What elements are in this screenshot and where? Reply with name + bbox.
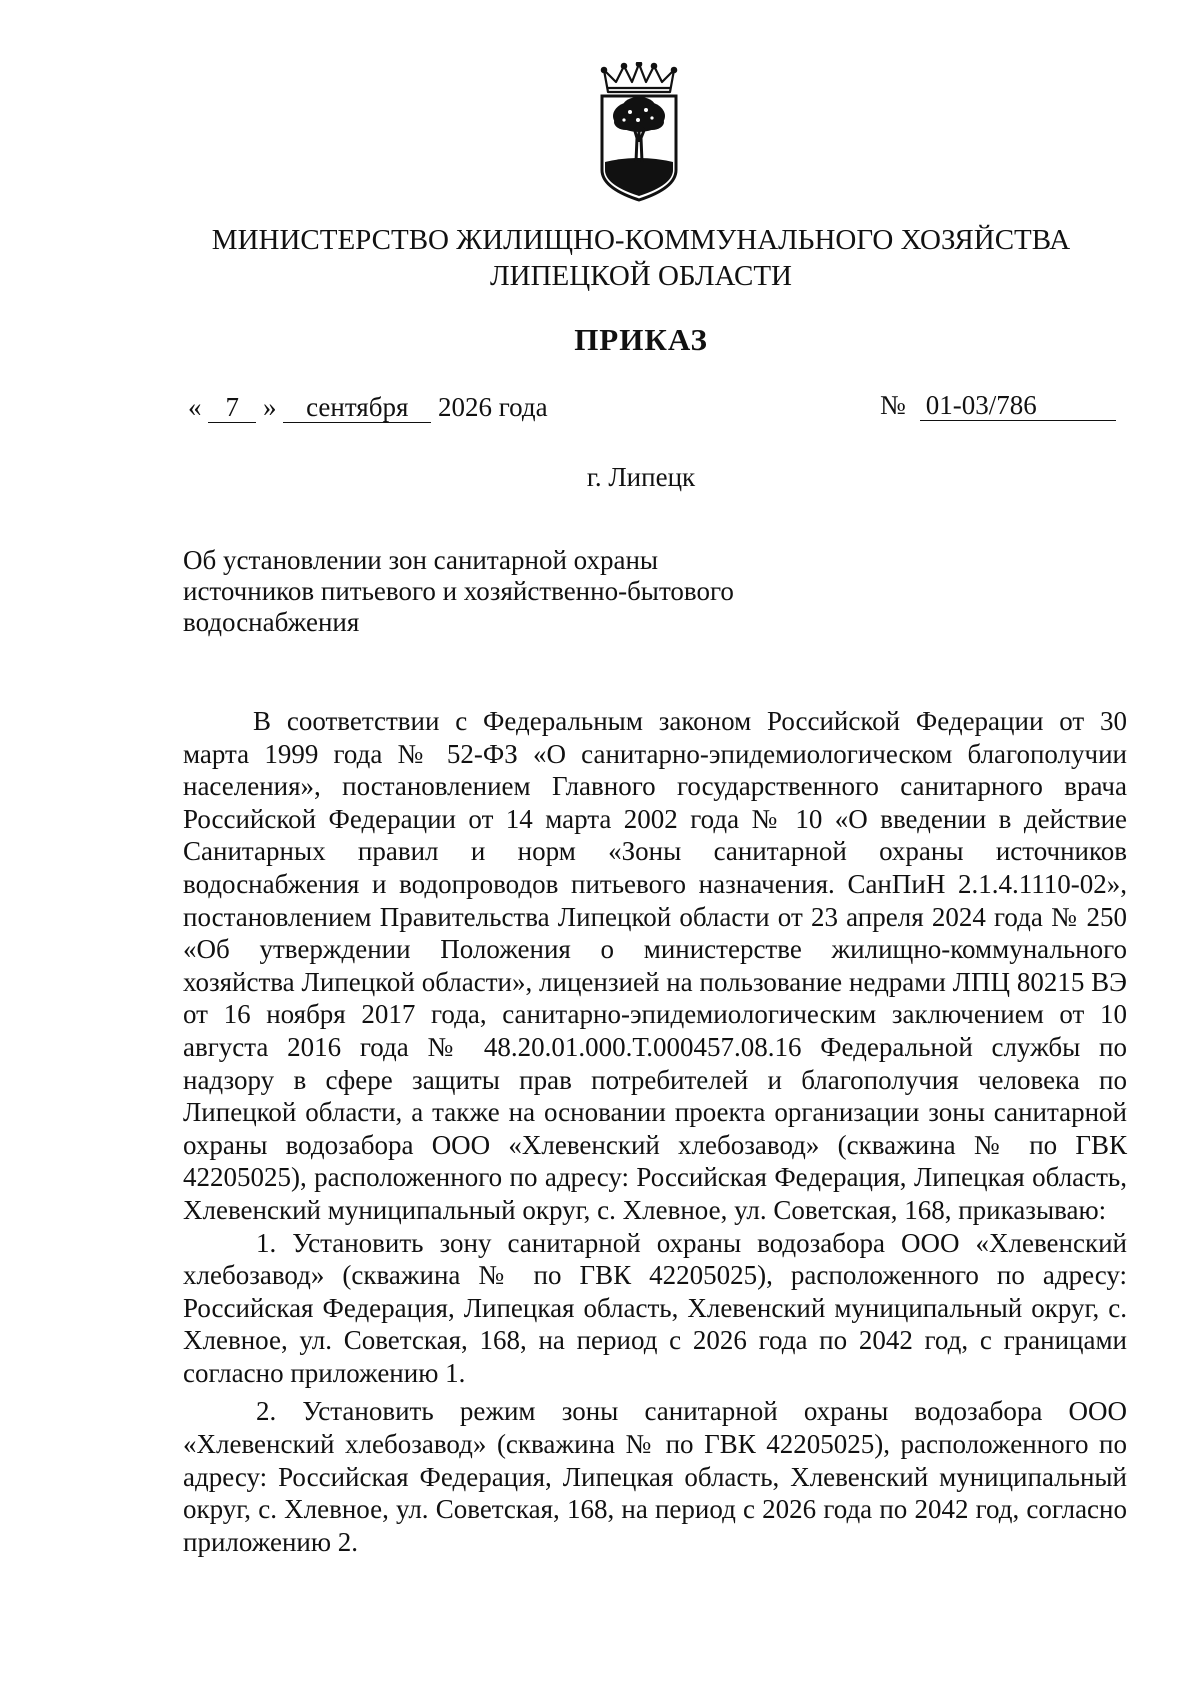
lipetsk-coat-of-arms-icon [594,62,684,202]
ministry-name [0,222,1200,294]
subject-line3: водоснабжения [183,607,360,637]
date-month: сентября [283,392,431,423]
order-subject [183,545,734,638]
city: г. Липецк [586,462,696,492]
date-day: 7 [208,392,256,423]
order-number [880,390,1116,421]
document-type-title: ПРИКАЗ [574,322,708,357]
subject-line1: Об установлении зон санитарной охраны [183,545,659,575]
number-sign: № [880,390,906,420]
date-year: 2026 года [438,392,548,422]
ministry-name-line1: МИНИСТЕРСТВО ЖИЛИЩНО-КОММУНАЛЬНОГО ХОЗЯЙСТВА [211,224,1071,256]
preamble-paragraph: В соответствии с Федеральным законом Российской Федерации от 30 марта 1999 года № 52-ФЗ «О санитарно-эпидемиологическом благополучии населения», постановлением Главного государственного санитарного врача Российской Федерации от 14 марта 2002 года № 10 «О введении в действие Санитарных правил и норм «Зоны санитарной охраны источников водоснабжения и водопроводов питьевого назначения. СанПиН 2.1.4.1110-02», постановлением Правительства Липецкой области от 23 апреля 2024 года № 250 «Об утверждении Положения о министерстве жилищно-коммунального хозяйства Липецкой области», лицензией на пользование недрами ЛПЦ 80215 ВЭ от 16 ноября 2017 года, санитарно-эпидемиологическим заключением от 10 августа 2016 года № 48.20.01.000.Т.000457.08.16 Федеральной службы по надзору в сфере защиты прав потребителей и благополучия человека по Липецкой области, а также на основании проекта организации зоны санитарной охраны водозабора ООО «Хлевенский хлебозавод» (скважина № по ГВК 42205025), расположенного по адресу: Российская Федерация, Липецкая область, Хлевенский муниципальный округ, с. Хлевное, ул. Советская, 168, приказываю: [183,706,1127,1225]
ministry-name-line2: ЛИПЕЦКОЙ ОБЛАСТИ [489,260,792,292]
date-quote-close: » [263,392,277,422]
date-quote-open: « [188,392,202,422]
number-value: 01-03/786 [920,390,1116,421]
order-body [183,705,1127,1558]
subject-line2: источников питьевого и хозяйственно-бытового [183,576,734,606]
order-item-1: 1. Установить зону санитарной охраны водозабора ООО «Хлевенский хлебозавод» (скважина № по ГВК 42205025), расположенного по адресу: Российская Федерация, Липецкая область, Хлевенский муниципальный округ, с. Хлевное, ул. Советская, 168, на период с 2026 года по 2042 год, с границами согласно приложению 1. [183,1227,1127,1388]
order-date [188,392,548,423]
order-item-2: 2. Установить режим зоны санитарной охраны водозабора ООО «Хлевенский хлебозавод» (скважина № по ГВК 42205025), расположенного по адресу: Российская Федерация, Липецкая область, Хлевенский муниципальный округ, с. Хлевное, ул. Советская, 168, на период с 2026 года по 2042 год, согласно приложению 2. [183,1396,1127,1557]
